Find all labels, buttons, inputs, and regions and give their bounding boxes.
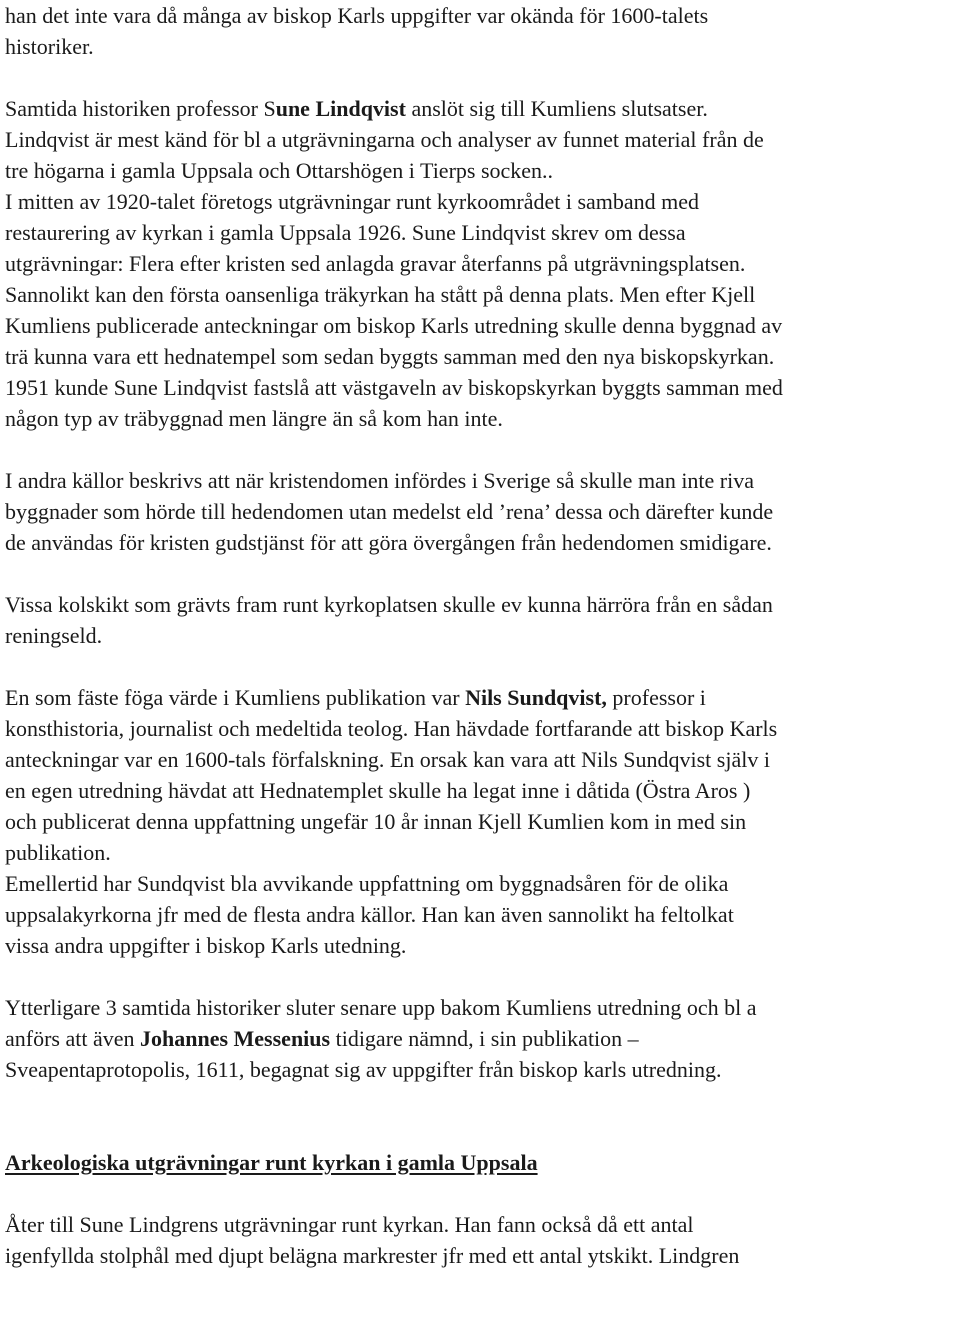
text-line: 1951 kunde Sune Lindqvist fastslå att västgaveln av biskopskyrkan byggts samman med [5,375,783,400]
text-line: uppsalakyrkorna jfr med de flesta andra källor. Han kan även sannolikt ha feltolkat [5,902,734,927]
text-line: och publicerat denna uppfattning ungefär 10 år innan Kjell Kumlien kom in med sin [5,809,747,834]
text-line: Sannolikt kan den första oansenliga träkyrkan ha stått på denna plats. Men efter Kjell [5,282,756,307]
text-line: han det inte vara då många av biskop Karls uppgifter var okända för 1600-talets [5,3,709,28]
text-line: I mitten av 1920-talet företogs utgrävningar runt kyrkoområdet i samband med [5,189,700,214]
section-gap [5,1085,957,1147]
text-line: igenfyllda stolphål med djupt belägna markrester jfr med ett antal ytskikt. Lindgren [5,1243,740,1268]
paragraph-historians [5,992,957,1085]
paragraph-gap [5,434,957,465]
section-heading [5,1147,957,1178]
text-line: anteckningar var en 1600-tals förfalskning. En orsak kan vara att Nils Sundqvist själv i [5,747,770,772]
text-line: Emellertid har Sundqvist bla avvikande uppfattning om byggnadsåren för de olika [5,871,729,896]
paragraph-lindgren [5,1209,957,1271]
text-line: de användas för kristen gudstjänst för att göra övergången från hedendomen smidigare. [5,530,772,555]
paragraph-other-sources [5,465,957,558]
paragraph-excavations [5,186,957,434]
text-line: någon typ av träbyggnad men längre än så kom han inte. [5,406,503,431]
text-run: anförs att även [5,1026,140,1051]
paragraph-lindqvist [5,93,957,186]
paragraph-charcoal [5,589,957,651]
text-line: vissa andra uppgifter i biskop Karls utedning. [5,933,407,958]
text-line: publikation. [5,840,111,865]
text-line: Ytterligare 3 samtida historiker sluter senare upp bakom Kumliens utredning och bl a [5,995,757,1020]
text-run: anslöt sig till Kumliens slutsatser. [405,96,708,121]
text-run: tidigare nämnd, i sin publikation – [330,1026,639,1051]
heading-text: Arkeologiska utgrävningar runt kyrkan i gamla Uppsala [5,1150,538,1175]
text-line: Sveapentaprotopolis, 1611, begagnat sig av uppgifter från biskop karls utredning. [5,1057,722,1082]
text-line: Åter till Sune Lindgrens utgrävningar runt kyrkan. Han fann också då ett antal [5,1212,694,1237]
text-line: utgrävningar: Flera efter kristen sed anlagda gravar återfanns på utgrävningsplatsen. [5,251,746,276]
text-line [5,682,957,713]
text-run: En som fäste föga värde i Kumliens publikation var [5,685,466,710]
bold-name: une Lindqvist [275,96,406,121]
text-line: en egen utredning hävdat att Hednatemplet skulle ha legat inne i dåtida (Östra Aros ) [5,778,751,803]
text-line: Kumliens publicerade anteckningar om biskop Karls utredning skulle denna byggnad av [5,313,783,338]
text-line: byggnader som hörde till hedendomen utan medelst eld ’rena’ dessa och därefter kunde [5,499,774,524]
text-line: Vissa kolskikt som grävts fram runt kyrkoplatsen skulle ev kunna härröra från en sådan [5,592,773,617]
text-line: tre högarna i gamla Uppsala och Ottarshögen i Tierps socken.. [5,158,554,183]
bold-name: Johannes Messenius [140,1026,331,1051]
text-line: reningseld. [5,623,103,648]
text-line: restaurering av kyrkan i gamla Uppsala 1926. Sune Lindqvist skrev om dessa [5,220,686,245]
text-run: Samtida historiken professor S [5,96,276,121]
paragraph-gap [5,558,957,589]
text-line: Lindqvist är mest känd för bl a utgrävningarna och analyser av funnet material från de [5,127,764,152]
paragraph-gap [5,1178,957,1209]
paragraph-gap [5,62,957,93]
text-line: historiker. [5,34,94,59]
text-line [5,1023,957,1054]
document-page [5,0,957,1271]
text-line: konsthistoria, journalist och medeltida teolog. Han hävdade fortfarande att biskop Karls [5,716,778,741]
paragraph-gap [5,961,957,992]
paragraph-gap [5,651,957,682]
bold-name: Nils Sundqvist, [465,685,607,710]
paragraph-intro [5,0,957,62]
text-line [5,93,957,124]
text-run: professor i [606,685,706,710]
text-line: I andra källor beskrivs att när kristendomen infördes i Sverige så skulle man inte riva [5,468,755,493]
paragraph-sundqvist [5,682,957,961]
text-line: trä kunna vara ett hednatempel som sedan byggts samman med den nya biskopskyrkan. [5,344,775,369]
